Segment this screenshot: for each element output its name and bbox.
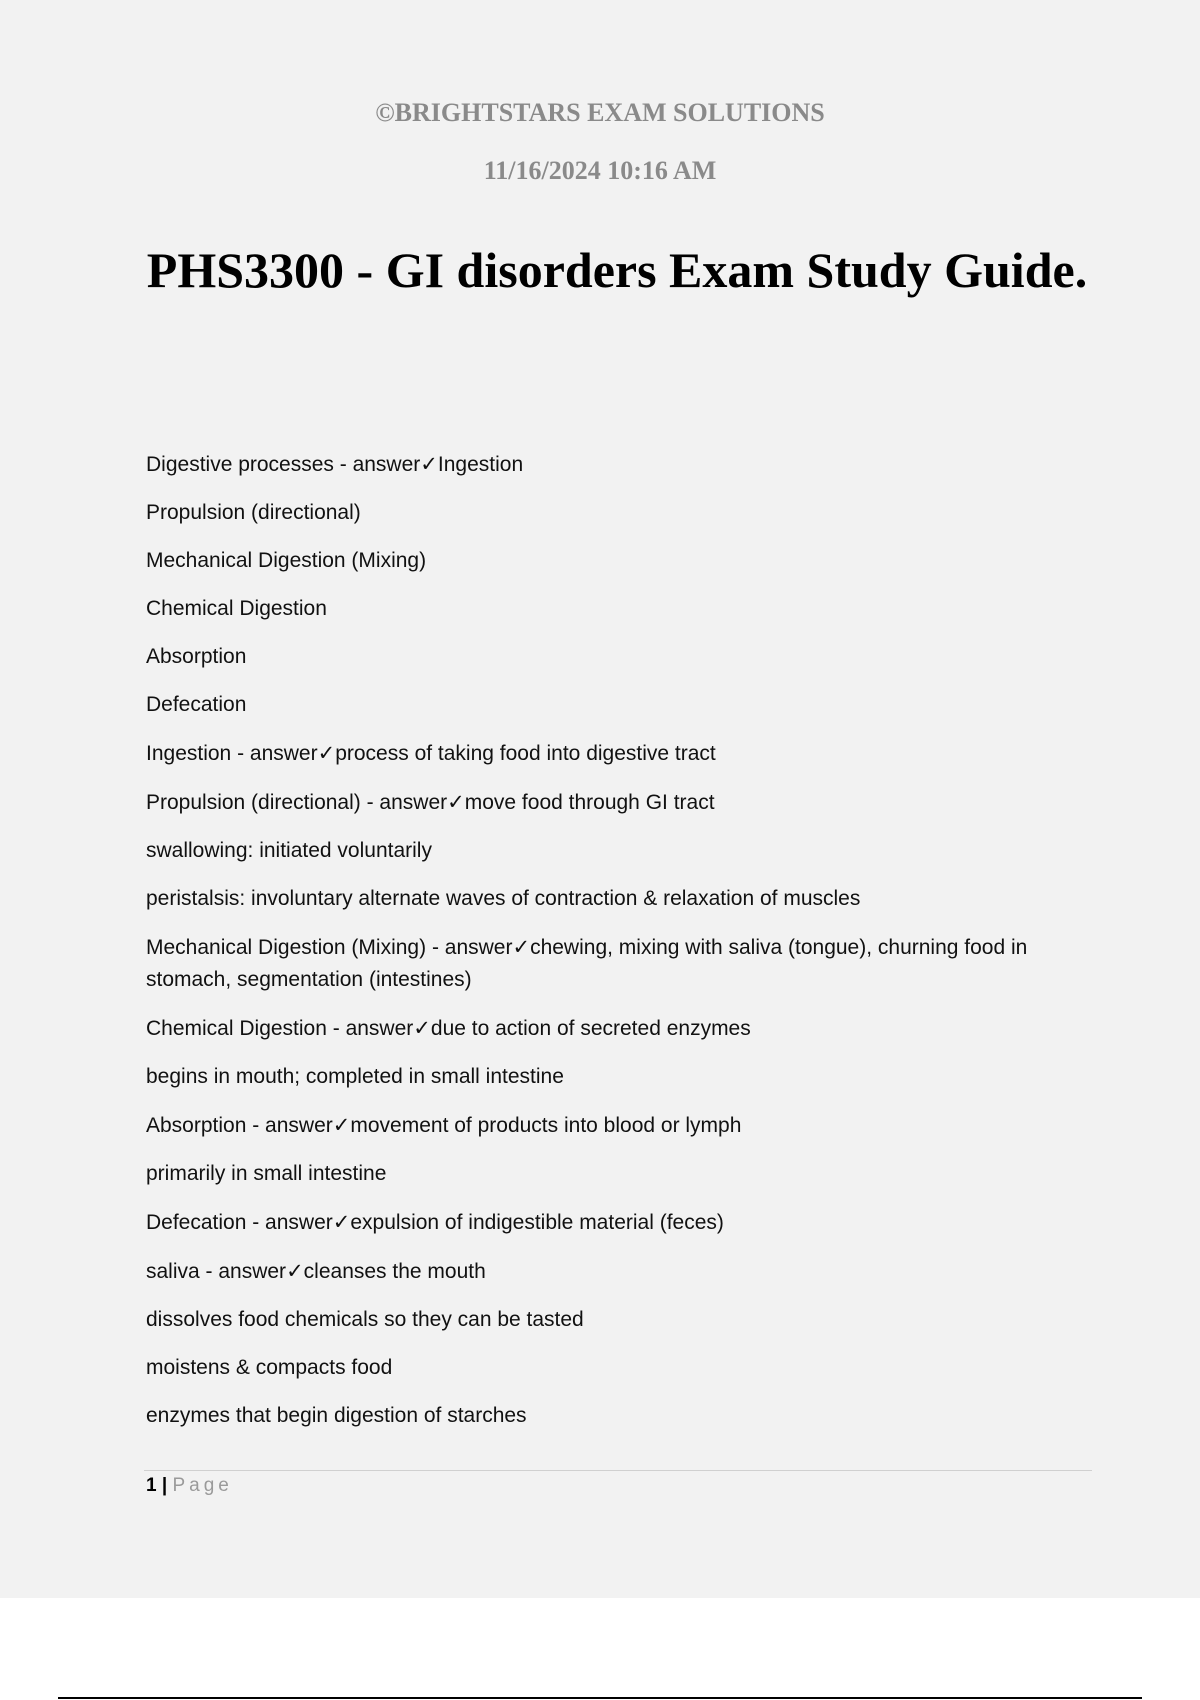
entry-text: primarily in small intestine <box>146 1162 387 1185</box>
study-entry <box>146 1158 1096 1190</box>
study-entry <box>146 883 1096 915</box>
entry-text: peristalsis: involuntary alternate waves of contraction & relaxation of muscles <box>146 887 861 910</box>
check-mark-icon: ✓ <box>286 1259 304 1283</box>
check-mark-icon: ✓ <box>332 1210 351 1234</box>
entry-answer: cleanses the mouth <box>303 1260 486 1283</box>
study-entry <box>146 1352 1096 1384</box>
study-entry <box>146 689 1096 721</box>
study-entry <box>146 1255 1096 1288</box>
check-mark-icon: ✓ <box>332 1113 351 1137</box>
entry-text: enzymes that begin digestion of starches <box>146 1404 527 1427</box>
entry-answer: expulsion of indigestible material (feces) <box>350 1211 724 1234</box>
entry-answer: process of taking food into digestive tract <box>335 742 716 765</box>
study-entry <box>146 593 1096 625</box>
check-mark-icon: ✓ <box>512 935 531 959</box>
study-entry <box>146 1012 1096 1045</box>
footer-separator: | <box>161 1475 168 1496</box>
study-entry <box>146 641 1096 673</box>
study-entry <box>146 1400 1096 1432</box>
entry-text: Mechanical Digestion (Mixing) <box>146 549 427 572</box>
page-label: Page <box>172 1475 233 1496</box>
entry-term: Digestive processes - answer <box>146 453 421 476</box>
entry-term: Mechanical Digestion (Mixing) - answer <box>146 936 513 959</box>
study-entry <box>146 497 1096 529</box>
study-entry <box>146 448 1096 481</box>
entry-text: swallowing: initiated voluntarily <box>146 839 432 862</box>
entry-text: begins in mouth; completed in small intestine <box>146 1065 564 1088</box>
entry-term: Ingestion - answer <box>146 742 318 765</box>
entry-answer: movement of products into blood or lymph <box>350 1114 742 1137</box>
check-mark-icon: ✓ <box>413 1016 431 1040</box>
study-entry <box>146 737 1096 770</box>
check-mark-icon: ✓ <box>447 790 465 814</box>
entry-term: Propulsion (directional) - answer <box>146 791 448 814</box>
check-mark-icon: ✓ <box>420 452 438 476</box>
study-entry <box>146 786 1096 819</box>
study-entry <box>146 1061 1096 1093</box>
document-title: PHS3300 - GI disorders Exam Study Guide. <box>146 242 1088 298</box>
entry-answer: Ingestion <box>437 453 524 476</box>
entry-term: Absorption - answer <box>146 1114 333 1137</box>
check-mark-icon: ✓ <box>317 741 336 765</box>
study-entry <box>146 1206 1096 1239</box>
next-page-top-rule <box>58 1697 1142 1699</box>
company-header: ©BRIGHTSTARS EXAM SOLUTIONS <box>375 98 825 127</box>
study-entry <box>146 545 1096 577</box>
entry-text: Propulsion (directional) <box>146 501 361 524</box>
footer-divider <box>144 1470 1092 1471</box>
study-guide-content <box>146 448 1096 1448</box>
study-entry <box>146 835 1096 867</box>
entry-text: Defecation <box>146 693 247 716</box>
entry-term: Defecation - answer <box>146 1211 333 1234</box>
entry-term: saliva - answer <box>146 1260 287 1283</box>
page-number: 1 <box>146 1475 157 1496</box>
entry-answer: chewing, mixing with saliva (tongue), churning food in stomach, segmentation (intestines) <box>146 936 1028 991</box>
date-time-header: 11/16/2024 10:16 AM <box>483 156 717 185</box>
page-footer <box>146 1474 233 1498</box>
entry-term: Chemical Digestion - answer <box>146 1017 414 1040</box>
study-entry <box>146 1304 1096 1336</box>
entry-text: moistens & compacts food <box>146 1356 393 1379</box>
entry-text: Chemical Digestion <box>146 597 327 620</box>
entry-answer: move food through GI tract <box>464 791 715 814</box>
study-entry <box>146 1109 1096 1142</box>
study-entry <box>146 931 1096 996</box>
entry-text: Absorption <box>146 645 247 668</box>
entry-answer: due to action of secreted enzymes <box>430 1017 751 1040</box>
entry-text: dissolves food chemicals so they can be tasted <box>146 1308 584 1331</box>
